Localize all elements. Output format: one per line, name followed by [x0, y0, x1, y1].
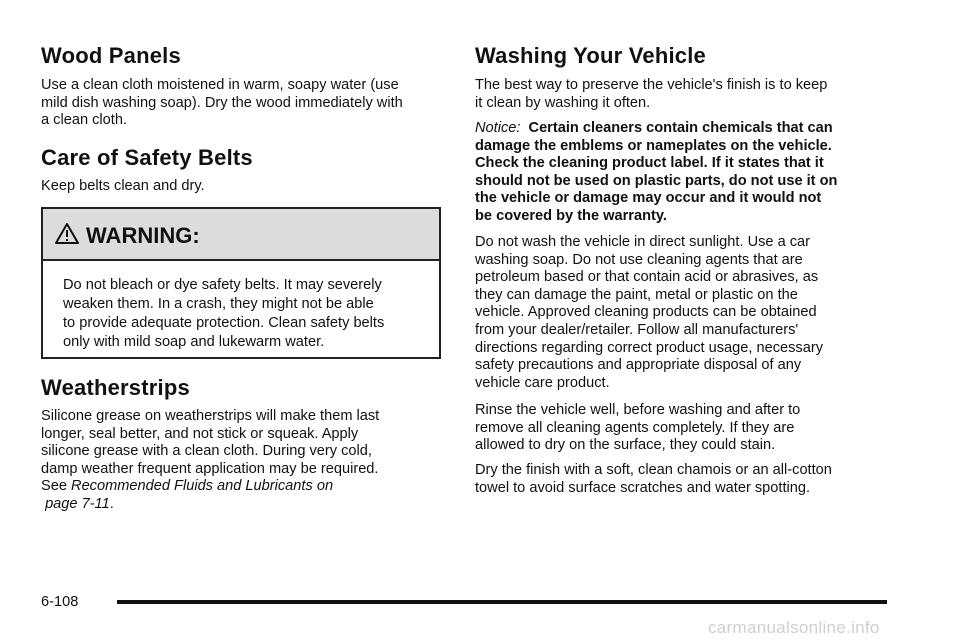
dry-text	[475, 462, 832, 497]
text-line: be covered by the warranty.	[475, 207, 667, 224]
weatherstrips-heading: Weatherstrips	[41, 375, 190, 400]
text-line: damage the emblems or nameplates on the vehicle.	[475, 137, 832, 154]
text-line	[41, 478, 379, 496]
fluids-reference-link[interactable]: Recommended Fluids and Lubricants on	[71, 478, 334, 495]
warning-title: WARNING:	[86, 223, 200, 248]
text-line: Rinse the vehicle well, before washing and after to	[475, 402, 801, 418]
text-line	[41, 496, 379, 514]
text-line: directions regarding correct product usage, necessary	[475, 339, 823, 356]
text-line: longer, seal better, and not stick or squeak. Apply	[41, 425, 359, 442]
page-reference-link[interactable]: page 7‑11	[45, 495, 110, 512]
text-line: washing soap. Do not use cleaning agents that are	[475, 251, 803, 268]
text-line: a clean cloth.	[41, 112, 127, 129]
text-line: safety precautions and appropriate disposal of any	[475, 357, 802, 374]
text-line: The best way to preserve the vehicle's finish is to keep	[475, 77, 828, 93]
notice-text	[475, 120, 837, 226]
wood-panels-text	[41, 77, 403, 130]
text-line: Dry the finish with a soft, clean chamois or an all-cotton	[475, 462, 832, 478]
text-line: allowed to dry on the surface, they could stain.	[475, 437, 776, 454]
sunlight-text	[475, 234, 823, 392]
washing-intro-text	[475, 77, 827, 112]
text-line: weaken them. In a crash, they might not be able	[63, 296, 374, 312]
rinse-text	[475, 402, 800, 455]
page-number: 6-108	[41, 594, 79, 610]
text-line: they can damage the paint, metal or plastic on the	[475, 286, 798, 303]
text-line: Do not wash the vehicle in direct sunlight. Use a car	[475, 234, 811, 250]
text-line: towel to avoid surface scratches and water spotting.	[475, 479, 811, 496]
text-line: vehicle. Approved cleaning products can be obtained	[475, 304, 817, 321]
warning-header	[43, 209, 439, 261]
text-line: Keep belts clean and dry.	[41, 178, 205, 194]
see-text: See	[41, 478, 67, 495]
warning-triangle-icon	[55, 222, 79, 246]
text-line: Check the cleaning product label. If it states that it	[475, 155, 824, 172]
text-line: mild dish washing soap). Dry the wood immediately with	[41, 94, 403, 111]
safety-belts-heading: Care of Safety Belts	[41, 145, 253, 170]
washing-heading: Washing Your Vehicle	[475, 43, 706, 68]
text-line: vehicle care product.	[475, 374, 610, 391]
text-line: Do not bleach or dye safety belts. It may severely	[63, 277, 382, 293]
text-line: damp weather frequent application may be required.	[41, 460, 379, 477]
text-line: from your dealer/retailer. Follow all manufacturers'	[475, 321, 799, 338]
text-line: Use a clean cloth moistened in warm, soapy water (use	[41, 77, 399, 93]
footer-rule	[117, 600, 887, 604]
warning-box	[41, 207, 441, 359]
notice-label: Notice:	[475, 120, 521, 136]
weatherstrips-text	[41, 408, 379, 514]
text-line: silicone grease with a clean cloth. During very cold,	[41, 443, 372, 460]
text-line: the vehicle or damage may occur and it would not	[475, 190, 822, 207]
text-line: it clean by washing it often.	[475, 94, 651, 111]
text-line: only with mild soap and lukewarm water.	[63, 334, 325, 350]
text-line: should not be used on plastic parts, do not use it on	[475, 172, 838, 189]
wood-panels-heading: Wood Panels	[41, 43, 181, 68]
text-line: Silicone grease on weatherstrips will make them last	[41, 408, 380, 424]
text-line: petroleum based or that contain acid or abrasives, as	[475, 269, 819, 286]
text-line: remove all cleaning agents completely. If they are	[475, 419, 795, 436]
safety-belts-text	[41, 178, 205, 196]
warning-text	[63, 276, 384, 352]
ref-period: .	[109, 495, 114, 512]
text-line: to provide adequate protection. Clean safety belts	[63, 315, 385, 331]
text-line	[475, 120, 837, 138]
notice-first-line: Certain cleaners contain chemicals that can	[528, 120, 833, 136]
watermark: carmanualsonline.info	[708, 618, 880, 637]
